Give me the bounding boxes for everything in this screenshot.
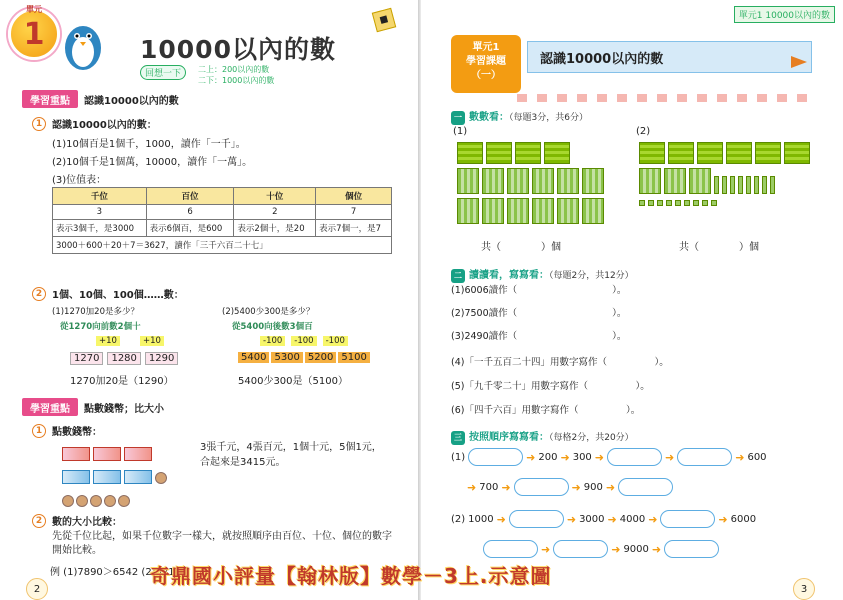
arrow-icon: ➜ xyxy=(496,512,506,526)
flow-value: 700 xyxy=(479,481,499,493)
q3-heading: 三 按照順序寫寫看：（每格2分，共20分） xyxy=(451,428,634,445)
item-number-2: 2 xyxy=(32,514,46,528)
compare-example: 例 (1)7890＞6542 (2)3219 xyxy=(50,567,182,578)
example1-steps: +10 +10 xyxy=(96,336,164,346)
flow-value: 600 xyxy=(747,451,767,463)
learning-focus-bar: 學習重點 xyxy=(22,398,78,416)
thousand-cube-icon xyxy=(726,142,752,164)
thousand-cube-icon xyxy=(639,142,665,164)
coin-icon xyxy=(155,472,167,484)
coin-icon xyxy=(90,495,102,507)
ten-rod-icon xyxy=(714,176,719,194)
flow2-row1: (2) 1000 ➜ ➜ 3000 ➜ 4000 ➜ ➜ 6000 xyxy=(451,510,756,528)
item-number-2: 2 xyxy=(32,287,46,301)
hundred-flat-icon xyxy=(457,168,479,194)
hundred-flat-icon xyxy=(664,168,686,194)
q2-item-6[interactable]: (6)「四千六百」用數字寫作（ ）。 xyxy=(451,405,641,416)
ten-rod-icon xyxy=(738,176,743,194)
hundred-flat-icon xyxy=(582,198,604,224)
recall-label: 回想一下 xyxy=(140,65,186,80)
q2-item-3[interactable]: (3)2490讀作（ ）。 xyxy=(451,331,627,342)
hundred-flat-icon xyxy=(507,198,529,224)
blank-pill[interactable] xyxy=(677,448,732,466)
unit-label: 單元 xyxy=(26,5,42,14)
hundred-flat-icon xyxy=(557,168,579,194)
blank-pill[interactable] xyxy=(483,540,538,558)
blocks-group-1 xyxy=(457,142,627,224)
s2-item1-row xyxy=(32,423,102,438)
thousand-cube-icon xyxy=(515,142,541,164)
example1-hint: 從1270向前數2個十 xyxy=(60,322,141,332)
flow-value: 900 xyxy=(583,481,603,493)
learning-focus-bar: 學習重點 xyxy=(22,90,78,108)
unit-cube-icon xyxy=(693,200,699,206)
section2-header xyxy=(22,398,164,416)
unit-cube-icon xyxy=(684,200,690,206)
unit-number-badge: 1 xyxy=(8,8,60,60)
q1-label-1: (1) xyxy=(453,126,468,137)
ten-rod-icon xyxy=(730,176,735,194)
banknote-icon xyxy=(93,447,121,461)
unit-cube-icon xyxy=(639,200,645,206)
thousand-cube-icon xyxy=(755,142,781,164)
hundred-flat-icon xyxy=(482,168,504,194)
penguin-mascot-icon xyxy=(58,14,108,72)
unit-cube-icon xyxy=(666,200,672,206)
thousand-cube-icon xyxy=(486,142,512,164)
arrow-icon: ➜ xyxy=(607,512,617,526)
blank-pill[interactable] xyxy=(618,478,673,496)
arrow-icon: ➜ xyxy=(605,480,616,494)
flow-value: 300 xyxy=(572,451,592,463)
page-number: 3 xyxy=(793,578,815,600)
flow1-row1: (1) ➜ 200 ➜ 300 ➜ ➜ ➜ 600 xyxy=(451,448,767,466)
example2-steps: -100 -100 -100 xyxy=(260,336,348,346)
awning-decoration xyxy=(517,94,817,102)
unit-cube-icon xyxy=(657,200,663,206)
note-cell: 表示6個百，是600 xyxy=(146,220,234,237)
hundred-flat-icon xyxy=(639,168,661,194)
coin-icon xyxy=(118,495,130,507)
hundred-flat-icon xyxy=(689,168,711,194)
example1-chain: 1270 1280 1290 xyxy=(70,352,178,365)
item1-row xyxy=(32,116,157,131)
section1-header xyxy=(22,90,179,108)
banknote-icon xyxy=(62,447,90,461)
ten-rod-icon xyxy=(746,176,751,194)
blank-pill[interactable] xyxy=(553,540,608,558)
s2-item2-row xyxy=(32,513,122,528)
digit-cell: 3 xyxy=(53,205,147,220)
right-page xyxy=(421,0,843,600)
arrow-icon: ➜ xyxy=(651,542,662,556)
arrow-icon: ➜ xyxy=(611,542,621,556)
thousand-cube-icon xyxy=(544,142,570,164)
arrow-icon: ➜ xyxy=(526,450,536,464)
item-number-1: 1 xyxy=(32,117,46,131)
example2-chain: 5400 5300 5200 5100 xyxy=(238,352,370,363)
q2-item-5[interactable]: (5)「九千零二十」用數字寫作（ ）。 xyxy=(451,381,650,392)
flow-value: 1000 xyxy=(468,513,494,525)
header-ones: 個位 xyxy=(316,188,392,205)
sum-cell: 3000＋600＋20＋7＝3627，讀作「三千六百二十七」 xyxy=(53,237,392,254)
flow-value: 9000 xyxy=(623,543,649,555)
ten-rod-icon xyxy=(762,176,767,194)
flow1-row2 xyxy=(467,478,673,496)
flow-value: 6000 xyxy=(730,513,757,525)
example1-question: (1)1270加20是多少？ xyxy=(52,307,139,317)
header-hundreds: 百位 xyxy=(146,188,234,205)
s2-item2-title: 數的大小比較： xyxy=(52,517,122,528)
flow-value: 4000 xyxy=(619,513,646,525)
ten-rod-icon xyxy=(754,176,759,194)
hundred-flat-icon xyxy=(532,198,554,224)
hundred-flat-icon xyxy=(557,198,579,224)
thousand-cube-icon xyxy=(784,142,810,164)
coin-icon xyxy=(104,495,116,507)
note-cell: 表示3個千，是3000 xyxy=(53,220,147,237)
header-tens: 十位 xyxy=(234,188,316,205)
digit-cell: 6 xyxy=(146,205,234,220)
thousand-cube-icon xyxy=(697,142,723,164)
example1-answer: 1270加20是（1290） xyxy=(70,376,174,387)
banknote-icon xyxy=(62,470,90,484)
flow2-row2 xyxy=(483,540,719,558)
arrow-icon: ➜ xyxy=(560,450,570,464)
ten-rod-icon xyxy=(770,176,775,194)
hundred-flat-icon xyxy=(482,198,504,224)
unit-cube-icon xyxy=(711,200,717,206)
banknote-icon xyxy=(124,470,152,484)
section2-heading: 點數錢幣；比大小 xyxy=(84,403,164,415)
arrow-icon: ➜ xyxy=(566,512,577,526)
flow-value: 200 xyxy=(538,451,558,463)
line2: (2)10個千是1個萬，10000，讀作「一萬」。 xyxy=(52,157,253,168)
arrow-icon: ➜ xyxy=(665,450,675,464)
lesson-title: 認識10000以內的數 xyxy=(527,41,812,73)
q2-item-2[interactable]: (2)7500讀作（ ）。 xyxy=(451,308,627,319)
place-value-table xyxy=(52,187,392,254)
q2-item-1[interactable]: (1)6006讀作（ ）。 xyxy=(451,285,627,296)
thousand-cube-icon xyxy=(457,142,483,164)
arrow-icon: ➜ xyxy=(594,450,605,464)
page-title: 10000以內的數 xyxy=(140,35,336,64)
s2-item1-title: 點數錢幣： xyxy=(52,427,102,438)
unit-cube-icon xyxy=(702,200,708,206)
item1-title: 認識10000以內的數： xyxy=(52,120,157,131)
dice-icon: ■ xyxy=(372,8,396,32)
blocks-group-2 xyxy=(639,142,834,206)
money-text: 3張千元，4張百元，1個十元，5個1元，合起來是3415元。 xyxy=(200,442,382,468)
unit-tab: 單元1 10000以內的數 xyxy=(734,6,835,23)
q2-heading: 二 讀讀看，寫寫看：（每題2分，共12分） xyxy=(451,266,634,283)
banknote-icon xyxy=(124,447,152,461)
digit-cell: 7 xyxy=(316,205,392,220)
line1: (1)10個百是1個千，1000，讀作「一千」。 xyxy=(52,139,246,150)
arrow-icon: ➜ xyxy=(718,512,728,526)
page-number: 2 xyxy=(26,578,48,600)
arrow-icon: ➜ xyxy=(648,512,658,526)
example2-hint: 從5400向後數3個百 xyxy=(232,322,313,332)
q2-item-4[interactable]: (4)「一千五百二十四」用數字寫作（ ）。 xyxy=(451,357,669,368)
blank-pill[interactable] xyxy=(509,510,564,528)
arrow-icon: ➜ xyxy=(735,450,745,464)
recall-lines: 二上：200以內的數 二下：1000以內的數 xyxy=(198,65,275,85)
note-cell: 表示7個一，是7 xyxy=(316,220,392,237)
arrow-icon: ➜ xyxy=(501,480,511,494)
flow-value: 3000 xyxy=(579,513,605,525)
unit-cube-icon xyxy=(648,200,654,206)
lesson-badge: 單元1 學習課題 （一） xyxy=(451,35,521,93)
hundred-flat-icon xyxy=(582,168,604,194)
example2-question: (2)5400少300是多少？ xyxy=(222,307,315,317)
item-number-1: 1 xyxy=(32,424,46,438)
note-cell: 表示2個十，是20 xyxy=(234,220,316,237)
arrow-icon: ➜ xyxy=(541,542,551,556)
section1-heading: 認識10000以內的數 xyxy=(84,95,179,107)
item2-row xyxy=(32,286,184,301)
blank-pill[interactable] xyxy=(468,448,523,466)
q1-answer-1[interactable]: 共（ ）個 xyxy=(481,242,561,253)
ten-rod-icon xyxy=(722,176,727,194)
hundred-flat-icon xyxy=(457,198,479,224)
q1-answer-2[interactable]: 共（ ）個 xyxy=(679,242,759,253)
header-thousands: 千位 xyxy=(53,188,147,205)
hundred-flat-icon xyxy=(532,168,554,194)
thousand-cube-icon xyxy=(668,142,694,164)
blank-pill[interactable] xyxy=(664,540,719,558)
line3: (3)位值表： xyxy=(52,175,107,186)
watermark-caption: 奇鼎國小評量【翰林版】數學－3上.示意圖 xyxy=(150,564,552,588)
left-page xyxy=(0,0,421,600)
compare-text: 先從千位比起，如果千位數字一樣大，就按照順序由百位、十位、個位的數字開始比較。 xyxy=(52,531,392,556)
digit-cell: 2 xyxy=(234,205,316,220)
arrow-icon: ➜ xyxy=(571,480,581,494)
q1-heading: 一 數數看：（每題3分，共6分） xyxy=(451,108,588,125)
item2-title: 1個、10個、100個……數： xyxy=(52,290,184,301)
q1-label-2: (2) xyxy=(636,126,651,137)
money-illustration xyxy=(62,446,192,511)
coin-icon xyxy=(76,495,88,507)
banknote-icon xyxy=(93,470,121,484)
blank-pill[interactable] xyxy=(660,510,715,528)
blank-pill[interactable] xyxy=(607,448,662,466)
example2-answer: 5400少300是（5100） xyxy=(238,376,348,387)
blank-pill[interactable] xyxy=(514,478,569,496)
arrow-icon: ➜ xyxy=(467,480,477,494)
hundred-flat-icon xyxy=(507,168,529,194)
coin-icon xyxy=(62,495,74,507)
unit-cube-icon xyxy=(675,200,681,206)
